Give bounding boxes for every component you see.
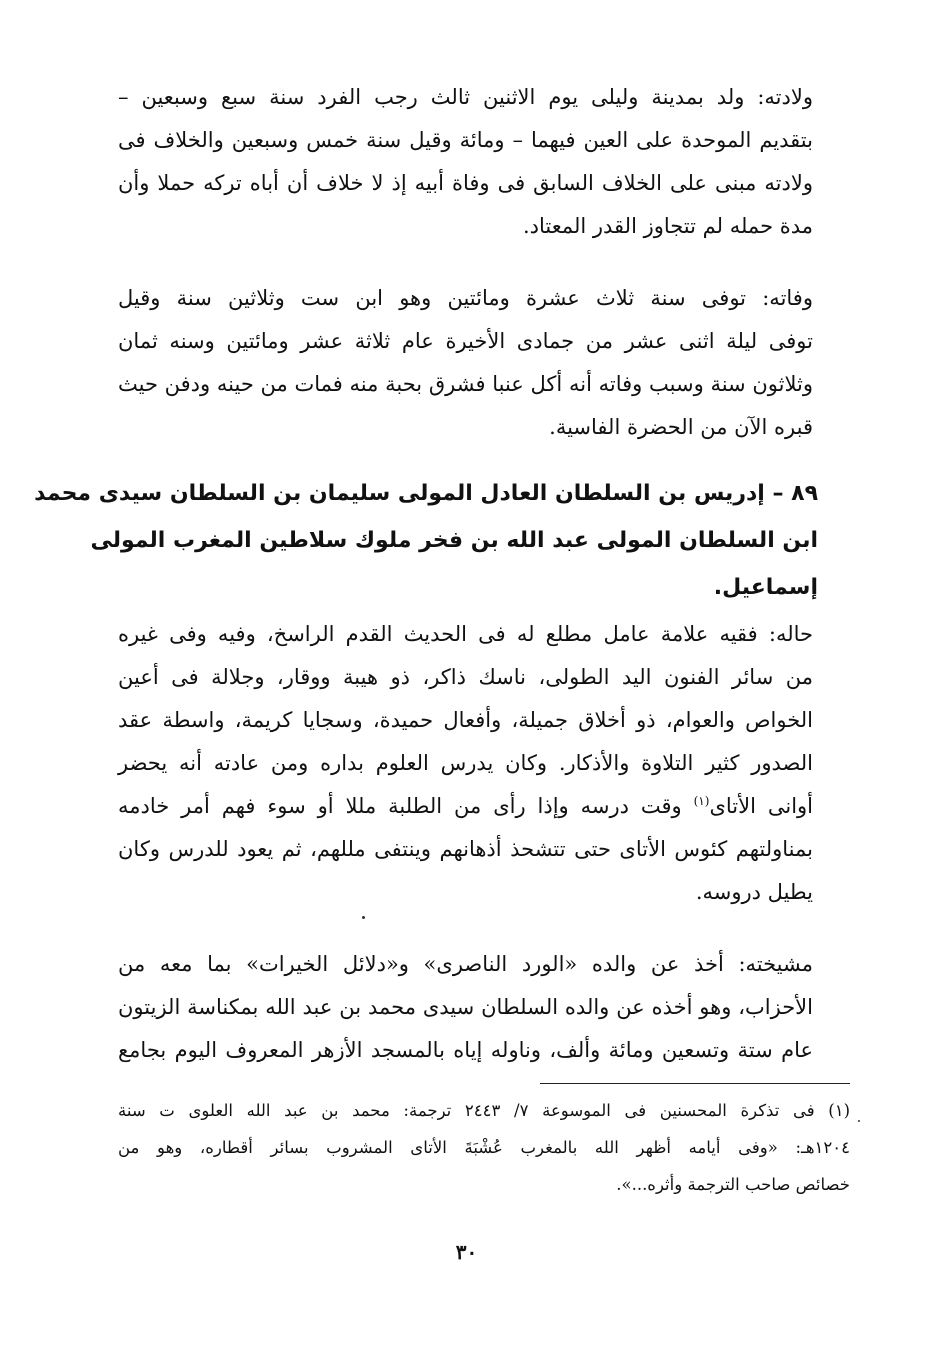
text-line: الصدور كثير التلاوة والأذكار. وكان يدرس العلوم بداره ومن عادته أنه يحضر [118, 751, 813, 775]
text-line: مدة حمله لم تتجاوز القدر المعتاد. [522, 214, 813, 238]
footnote-line: (١) فى تذكرة المحسنين فى الموسوعة ٧/ ٢٤٤٣ ترجمة: محمد بن عبد الله العلوى ت سنة [118, 1101, 850, 1120]
text-line: مشيخته: أخذ عن والده «الورد الناصرى» و«دلائل الخيرات» بما معه من [118, 952, 813, 976]
text-fragment: وقت درسه وإذا رأى من الطلبة مللا أو سوء فهم أمر خادمه [118, 794, 694, 818]
page-number: ٣٠ [455, 1240, 478, 1264]
paragraph-death [118, 277, 813, 449]
text-line: ولادته: ولد بمدينة وليلى يوم الاثنين ثالث رجب الفرد سنة سبع وسبعين – [118, 85, 813, 109]
footnote-line: خصائص صاحب الترجمة وأثره...». [616, 1175, 850, 1194]
entry-heading [34, 470, 818, 611]
text-line: عام ستة وتسعين ومائة وألف، وناوله إياه بالمسجد الأزهر المعروف اليوم بجامع [118, 1038, 813, 1062]
text-line-with-footnote [118, 785, 813, 828]
text-line: وفاته: توفى سنة ثلاث عشرة ومائتين وهو ابن ست وثلاثين سنة وقيل [118, 286, 813, 310]
text-line: بمناولتهم كئوس الأتاى حتى تتشحذ أذهانهم وينتفى مللهم، ثم يعود للدرس وكان [118, 837, 813, 861]
text-line: وثلاثون سنة وسبب وفاته أنه أكل عنبا فشرق بحبة منه فمات من حينه ودفن حيث [118, 372, 813, 396]
text-line: حاله: فقيه علامة عامل مطلع له فى الحديث القدم الراسخ، وفيه وفى غيره [118, 622, 813, 646]
heading-line: إسماعيل. [713, 575, 818, 600]
scan-speck [858, 1120, 860, 1122]
paragraph-teachers [118, 943, 813, 1072]
footnote-line: ١٢٠٤هـ: «وفى أيامه أظهر الله بالمغرب عُشْبَةَ الأتاى المشروب بسائر أقطاره، وهو من [118, 1138, 850, 1157]
footnote-separator [540, 1083, 850, 1084]
paragraph-birth [118, 76, 813, 248]
heading-line: ٨٩ – إدريس بن السلطان العادل المولى سليمان بن السلطان سيدى محمد [34, 481, 818, 506]
footnotes [118, 1092, 850, 1203]
footnote-reference[interactable]: (١) [693, 794, 710, 808]
text-line: ولادته مبنى على الخلاف السابق فى وفاة أبيه إذ لا خلاف أن أباه تركه حملا وأن [118, 171, 813, 195]
text-fragment: أوانى الأتاى [709, 794, 814, 818]
text-line: الخواص والعوام، ذو أخلاق جميلة، وأفعال حميدة، وسجايا كريمة، واسطة عقد [118, 708, 813, 732]
heading-line: ابن السلطان المولى عبد الله بن فخر ملوك سلاطين المغرب المولى [90, 528, 818, 553]
text-line: من سائر الفنون اليد الطولى، ناسك ذاكر، ذو هيبة ووقار، وجلالة فى أعين [118, 665, 813, 689]
scan-speck [362, 916, 365, 919]
text-line: قبره الآن من الحضرة الفاسية. [549, 415, 813, 439]
text-line: يطيل دروسه. [695, 880, 813, 904]
paragraph-status [118, 613, 813, 914]
text-line: توفى ليلة اثنى عشر من جمادى الأخيرة عام ثلاثة عشر ومائتين وسنه ثمان [118, 329, 813, 353]
text-line: الأحزاب، وهو أخذه عن والده السلطان سيدى محمد بن عبد الله بمكناسة الزيتون [118, 995, 813, 1019]
text-line: بتقديم الموحدة على العين فيهما – ومائة وقيل سنة خمس وسبعين والخلاف فى [118, 128, 813, 152]
